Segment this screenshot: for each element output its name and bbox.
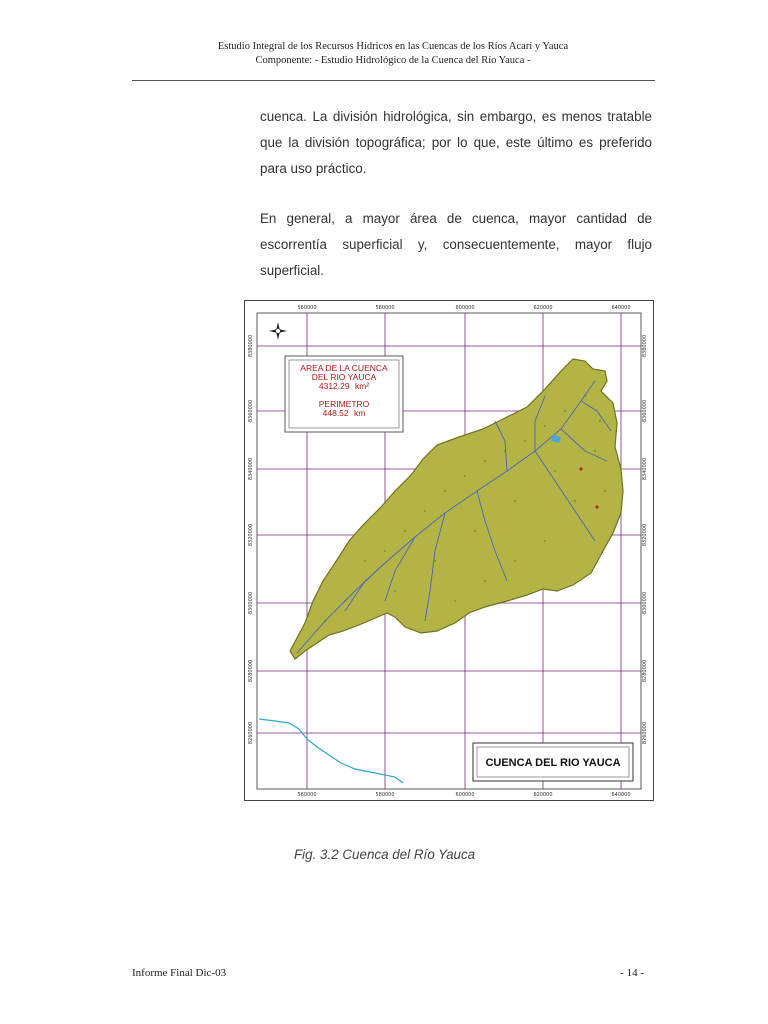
y-tick-left: 8260000 [248,721,254,745]
x-tick-bottom: 640000 [611,792,631,798]
body-paragraph-2: En general, a mayor área de cuenca, mayor cantidad de escorrentía superficial y, consecuentemente, mayor flujo superficial. [260,211,652,278]
perimeter-label: PERIMETRO [318,399,370,409]
y-tick-right: 8320000 [642,523,648,547]
area-title-2: DEL RIO YAUCA [311,372,377,382]
x-tick-top: 640000 [611,305,631,311]
header-study-title: Estudio Integral de los Recursos Hídricos en las Cuencas de los Ríos Acarí y Yauca [217,41,569,52]
y-tick-left: 8320000 [248,523,254,547]
area-title-1: AREA DE LA CUENCA [300,363,388,373]
town-marker [595,505,598,508]
basin-map-figure [244,300,654,801]
x-tick-top: 600000 [455,305,475,311]
perimeter-value-line [323,408,366,418]
document-header [132,40,654,68]
body-paragraph-1: cuenca. La división hidrológica, sin embargo, es menos tratable que la división topográfica; por lo que, este último es preferido para uso práctico. [260,109,652,176]
coastal-river [259,719,403,783]
y-tick-left: 8280000 [248,659,254,683]
town-marker [579,467,582,470]
area-unit: km² [354,381,370,391]
y-tick-left: 8360000 [248,399,254,423]
area-value: 4312.29 [318,381,350,391]
y-tick-right: 8340000 [642,457,648,481]
x-tick-bottom: 560000 [297,792,317,798]
footer-report-date: Informe Final Dic-03 [132,967,227,979]
y-tick-left: 8300000 [248,591,254,615]
x-tick-top: 620000 [533,305,553,311]
y-tick-right: 8280000 [642,659,648,683]
y-tick-right: 8300000 [642,591,648,615]
footer-page-number: - 14 - [620,967,644,979]
header-component: Componente: - Estudio Hidrológico de la Cuenca del Río Yauca - [255,55,531,66]
x-tick-top: 580000 [375,305,395,311]
perimeter-value: 448.52 [322,408,349,418]
y-tick-right: 8260000 [642,721,648,745]
x-tick-bottom: 580000 [375,792,395,798]
perimeter-unit: km [354,408,366,418]
area-value-line [319,381,369,391]
x-tick-top: 560000 [297,305,317,311]
y-tick-left: 8380000 [248,334,254,358]
x-tick-bottom: 600000 [455,792,475,798]
basin-map [245,301,653,800]
map-title: CUENCA DEL RIO YAUCA [485,757,621,769]
y-tick-left: 8340000 [248,457,254,481]
y-tick-right: 8360000 [642,399,648,423]
y-tick-right: 8380000 [642,334,648,358]
figure-caption: Fig. 3.2 Cuenca del Río Yauca [294,847,476,862]
x-tick-bottom: 620000 [533,792,553,798]
header-divider [132,80,655,81]
north-arrow-icon [269,322,287,340]
